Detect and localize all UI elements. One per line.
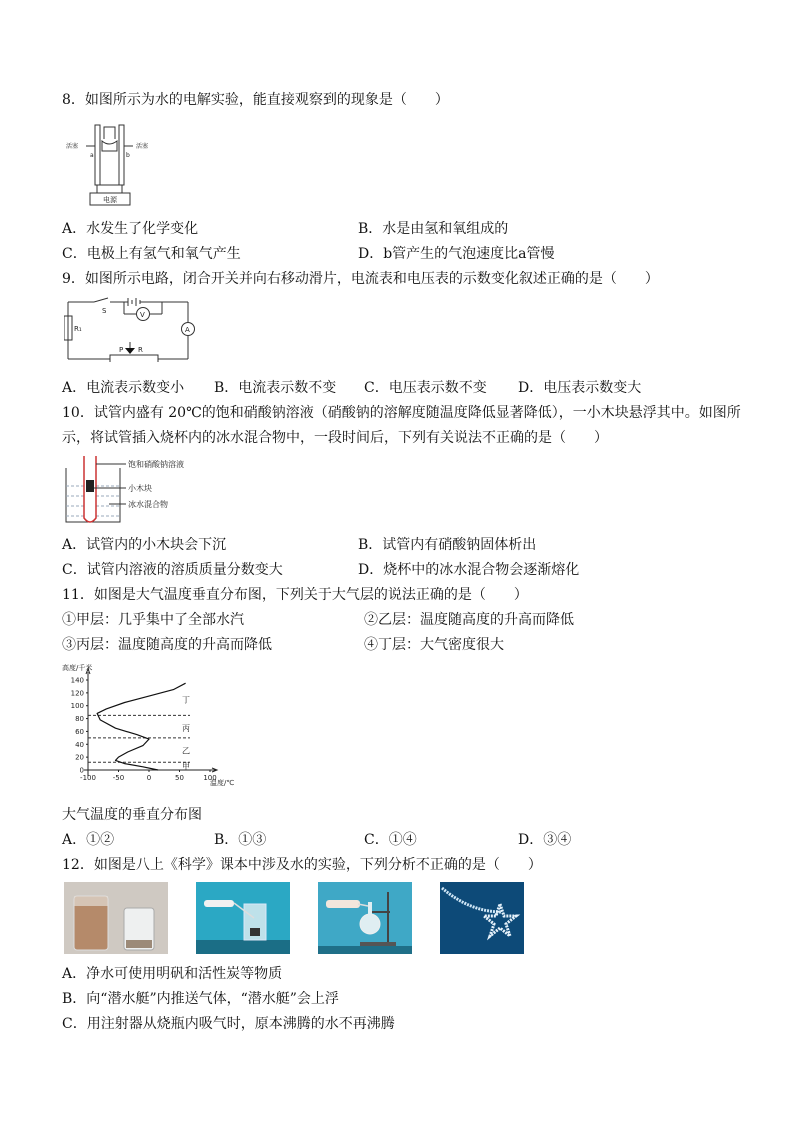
q9-option-c: C．电压表示数不变 — [364, 380, 487, 396]
chart-temperature-curve — [97, 683, 186, 770]
voltmeter-label: V — [140, 311, 145, 319]
q8-option-a: A．水发生了化学变化 — [62, 221, 199, 237]
q12-option-c: C．用注射器从烧瓶内吸气时，原本沸腾的水不再沸腾 — [62, 1016, 395, 1032]
q11-option-a: A．①② — [62, 832, 115, 848]
wood-block-label: 小木块 — [128, 484, 152, 493]
chart-y-tick-label: 140 — [70, 676, 84, 685]
q8-option-c: C．电极上有氢气和氧气产生 — [62, 246, 241, 262]
q9-option-d: D．电压表示数变大 — [518, 380, 642, 396]
switch-label: S — [102, 307, 107, 315]
ammeter-label: A — [185, 326, 190, 334]
tube-b-label: b — [126, 152, 130, 159]
chart-layer-label: 丁 — [182, 695, 190, 705]
chart-y-tick-label: 0 — [79, 766, 84, 775]
chart-y-tick-label: 80 — [75, 715, 84, 724]
q9-stem: 9．如图所示电路，闭合开关并向右移动滑片，电流表和电压表的示数变化叙述正确的是（ ） — [62, 271, 659, 287]
q11-stem: 11．如图是大气温度垂直分布图，下列关于大气层的说法正确的是（ ） — [62, 587, 528, 603]
tube-a-label: a — [90, 152, 94, 159]
ice-water-label: 冰水混合物 — [128, 500, 168, 509]
q10-option-c: C．试管内溶液的溶质质量分数变大 — [62, 562, 283, 578]
chart-x-tick-label: 0 — [146, 774, 152, 782]
stopcock-right-label: 活塞 — [136, 143, 149, 150]
q11-statement-1: ①甲层：几乎集中了全部水汽 — [62, 612, 244, 628]
rheostat-r-label: R — [138, 346, 143, 354]
q10-stem-line1: 10．试管内盛有 20℃的饱和硝酸钠溶液（硝酸钠的溶解度随温度降低显著降低），一小木块悬浮其中。如图所 — [62, 405, 741, 421]
chart-layer-label: 甲 — [182, 762, 190, 772]
crystal-star-photo — [440, 882, 524, 954]
q10-option-b: B．试管内有硝酸钠固体析出 — [358, 537, 537, 553]
chart-x-tick-label: 100 — [203, 774, 217, 782]
q11-option-c: C．①④ — [364, 832, 417, 848]
q9-option-b: B．电流表示数不变 — [214, 380, 337, 396]
chart-y-axis-label: 高度/千米 — [62, 664, 93, 672]
chart-x-tick-label: -50 — [112, 774, 125, 782]
q8-stem: 8．如图所示为水的电解实验，能直接观察到的现象是（ ） — [62, 92, 449, 108]
beaker-test-tube-figure — [64, 456, 204, 526]
water-purification-photo — [64, 882, 168, 954]
q12-option-b: B．向“潜水艇”内推送气体，“潜水艇”会上浮 — [62, 991, 339, 1007]
q11-statement-2: ②乙层：温度随高度的升高而降低 — [364, 612, 574, 628]
boiling-flask-photo — [318, 882, 412, 954]
q8-option-b: B．水是由氢和氧组成的 — [358, 221, 509, 237]
q9-option-a: A．电流表示数变小 — [62, 380, 185, 396]
chart-layer-label: 乙 — [182, 746, 190, 756]
q11-statement-3: ③丙层：温度随高度的升高而降低 — [62, 637, 272, 653]
chart-x-axis-label: 温度/℃ — [210, 779, 235, 787]
electrolysis-figure — [66, 121, 154, 209]
q12-option-a: A．净水可使用明矾和活性炭等物质 — [62, 966, 283, 982]
q11-option-b: B．①③ — [214, 832, 267, 848]
chart-x-tick-label: -100 — [80, 774, 96, 782]
q12-stem: 12．如图是八上《科学》课本中涉及水的实验，下列分析不正确的是（ ） — [62, 857, 542, 873]
q8-option-d: D．b管产生的气泡速度比a管慢 — [358, 246, 555, 262]
chart-y-tick-label: 100 — [70, 702, 84, 711]
stopcock-left-label: 活塞 — [66, 143, 79, 150]
chart-y-tick-label: 20 — [75, 753, 84, 762]
power-supply-label: 电源 — [103, 196, 117, 204]
resistor-r1-label: R₁ — [74, 325, 82, 333]
q11-option-d: D．③④ — [518, 832, 572, 848]
chart-y-tick-label: 40 — [75, 740, 84, 749]
chart-caption: 大气温度的垂直分布图 — [62, 807, 202, 823]
chart-x-tick-label: 50 — [175, 774, 184, 782]
slider-p-label: P — [119, 346, 124, 354]
circuit-figure — [64, 296, 206, 362]
q10-option-a: A．试管内的小木块会下沉 — [62, 537, 227, 553]
chart-y-tick-label: 120 — [70, 689, 84, 698]
saturated-solution-label: 饱和硝酸钠溶液 — [128, 460, 184, 469]
chart-layer-label: 丙 — [182, 724, 190, 734]
submarine-model-photo — [196, 882, 290, 954]
chart-y-tick-label: 60 — [75, 727, 84, 736]
q11-statement-4: ④丁层：大气密度很大 — [364, 637, 504, 653]
q10-option-d: D．烧杯中的冰水混合物会逐渐熔化 — [358, 562, 580, 578]
temperature-profile-chart — [60, 660, 250, 798]
q10-stem-line2: 示，将试管插入烧杯内的冰水混合物中，一段时间后，下列有关说法不正确的是（ ） — [62, 430, 608, 446]
